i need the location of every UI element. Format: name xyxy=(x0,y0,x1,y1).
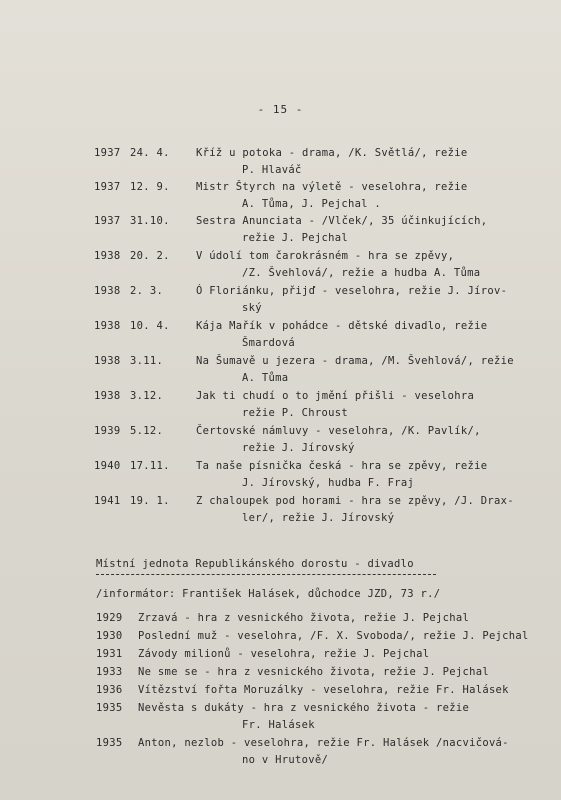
entry-text-cont: P. Hlaváč xyxy=(242,164,302,176)
entry xyxy=(0,648,561,664)
entry-year: 1936 xyxy=(96,684,123,696)
entry-year: 1929 xyxy=(96,612,123,624)
entry-text: Sestra Anunciata - /Vlček/, 35 účinkujících, xyxy=(196,215,488,227)
page-number: - 15 - xyxy=(257,103,304,116)
entry-text: Vítězství fořta Moruzálky - veselohra, režie Fr. Halásek xyxy=(138,684,509,696)
entry-text-cont: /Z. Švehlová/, režie a hudba A. Tůma xyxy=(242,267,481,279)
entry-text: Na Šumavě u jezera - drama, /M. Švehlová/, režie xyxy=(196,355,514,367)
section-informant: /informátor: František Halásek, důchodce JZD, 73 r./ xyxy=(96,588,441,600)
entry-year: 1933 xyxy=(96,666,123,678)
entry-date: 3.11. xyxy=(130,355,164,367)
entry-year: 1935 xyxy=(96,702,123,714)
entry-text: Poslední muž - veselohra, /F. X. Svoboda/, režie J. Pejchal xyxy=(138,630,529,642)
entry-text: Nevěsta s dukáty - hra z vesnického života - režie xyxy=(138,702,470,714)
entry-text-cont: Šmardová xyxy=(242,337,295,349)
entry-text-cont: režie J. Jírovský xyxy=(242,442,355,454)
entry-text: Kříž u potoka - drama, /K. Světlá/, režie xyxy=(196,147,468,159)
entry-date: 19. 1. xyxy=(130,495,170,507)
entry-year: 1938 xyxy=(94,250,121,262)
entry-text-cont: A. Tůma, J. Pejchal . xyxy=(242,198,382,210)
entry-text-cont: režie P. Chroust xyxy=(242,407,348,419)
entry-date: 17.11. xyxy=(130,460,170,472)
entry-year: 1938 xyxy=(94,390,121,402)
entry-text-cont: ler/, režie J. Jírovský xyxy=(242,512,395,524)
entry-year: 1941 xyxy=(94,495,121,507)
entry xyxy=(0,612,561,628)
entry-year: 1937 xyxy=(94,215,121,227)
entry-text: Jak ti chudí o to jmění přišli - veselohra xyxy=(196,390,475,402)
entry xyxy=(0,684,561,700)
entry-text: Z chaloupek pod horami - hra se zpěvy, /J. Drax- xyxy=(196,495,514,507)
entry-text: Ta naše písnička česká - hra se zpěvy, režie xyxy=(196,460,488,472)
entry-text: Závody milionů - veselohra, režie J. Pejchal xyxy=(138,648,430,660)
entry-text: Ne sme se - hra z vesnického života, režie J. Pejchal xyxy=(138,666,489,678)
entry-date: 24. 4. xyxy=(130,147,170,159)
entry-year: 1937 xyxy=(94,147,121,159)
entry xyxy=(0,666,561,682)
entry-date: 5.12. xyxy=(130,425,164,437)
entry-year: 1938 xyxy=(94,285,121,297)
entry-text-cont: A. Tůma xyxy=(242,372,289,384)
entry xyxy=(0,737,561,753)
entry-text-cont: ský xyxy=(242,302,262,314)
entry-text: Kája Mařík v pohádce - dětské divadlo, režie xyxy=(196,320,488,332)
section-underline xyxy=(96,574,436,575)
entry xyxy=(0,630,561,646)
entry-date: 31.10. xyxy=(130,215,170,227)
entry-year: 1938 xyxy=(94,320,121,332)
entry-year: 1937 xyxy=(94,181,121,193)
entry-text: Anton, nezlob - veselohra, režie Fr. Halásek /nacvičová- xyxy=(138,737,509,749)
entry-date: 12. 9. xyxy=(130,181,170,193)
entry-text-cont: J. Jírovský, hudba F. Fraj xyxy=(242,477,415,489)
entry-date: 2. 3. xyxy=(130,285,164,297)
entry-date: 20. 2. xyxy=(130,250,170,262)
entry-text-cont: režie J. Pejchal xyxy=(242,232,348,244)
entry xyxy=(0,702,561,718)
entry-year: 1939 xyxy=(94,425,121,437)
entry-date: 3.12. xyxy=(130,390,164,402)
section-title: Místní jednota Republikánského dorostu - divadlo xyxy=(96,558,414,570)
entry-text: V údolí tom čarokrásném - hra se zpěvy, xyxy=(196,250,455,262)
entry-text: Zrzavá - hra z vesnického života, režie J. Pejchal xyxy=(138,612,470,624)
entry-year: 1935 xyxy=(96,737,123,749)
entry-text: Čertovské námluvy - veselohra, /K. Pavlík/, xyxy=(196,425,481,437)
entry-year: 1938 xyxy=(94,355,121,367)
entry-year: 1931 xyxy=(96,648,123,660)
entry-text: Ó Floriánku, přijď - veselohra, režie J. Jírov- xyxy=(196,285,508,297)
entry-year: 1930 xyxy=(96,630,123,642)
entry-text: Mistr Štyrch na výletě - veselohra, režie xyxy=(196,181,468,193)
entry-date: 10. 4. xyxy=(130,320,170,332)
entry-text-cont: Fr. Halásek xyxy=(242,719,315,731)
entry-year: 1940 xyxy=(94,460,121,472)
entry-text-cont: no v Hrutově/ xyxy=(242,754,329,766)
